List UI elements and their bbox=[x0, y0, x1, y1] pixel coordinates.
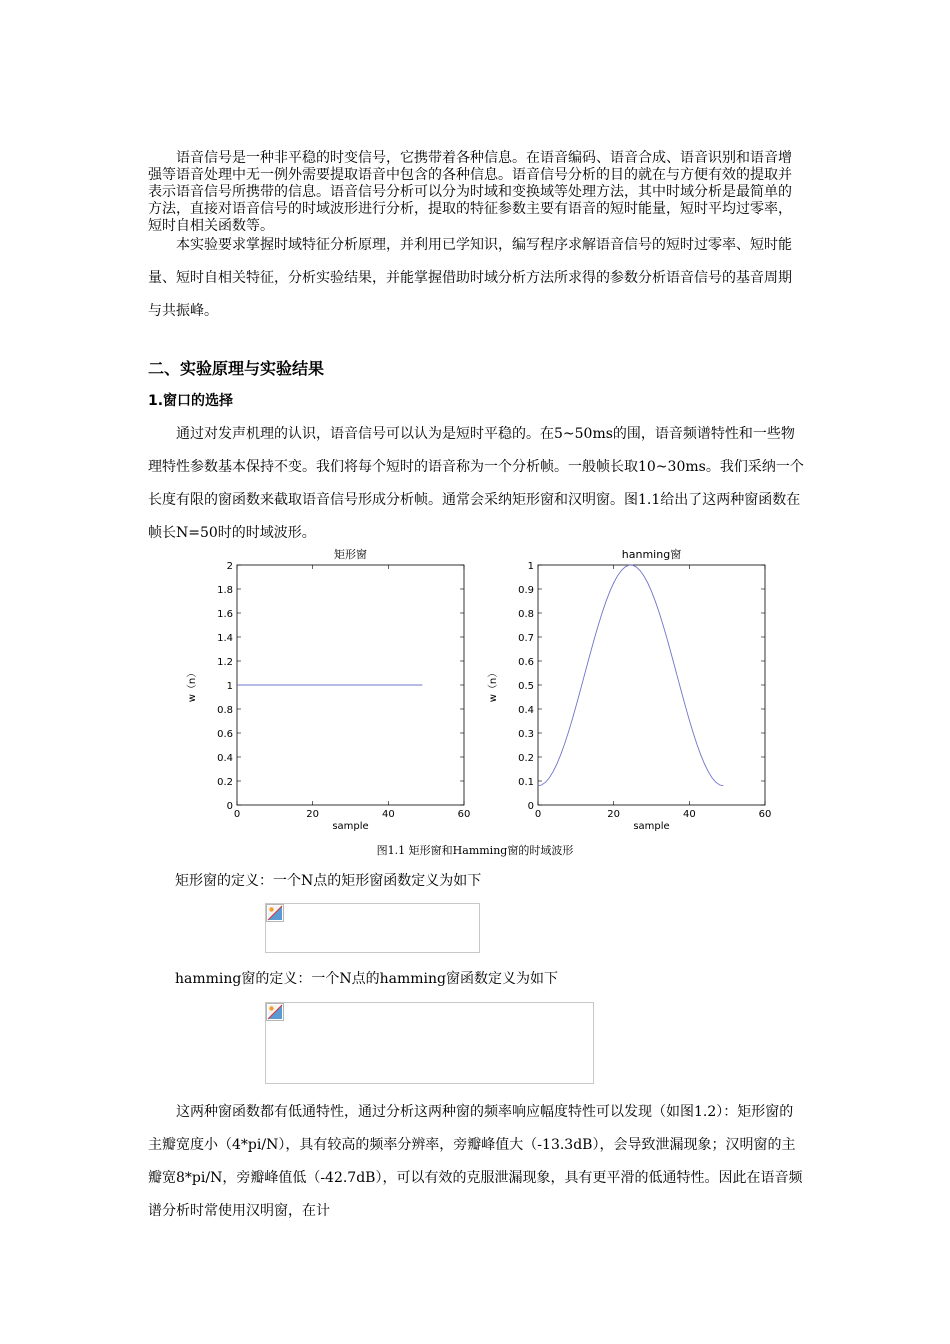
y-tick-label: 0.4 bbox=[518, 705, 534, 716]
figure-caption: 图1.1 矩形窗和Hamming窗的时域波形 bbox=[376, 844, 574, 857]
broken-image-icon bbox=[266, 1003, 284, 1021]
y-tick-label: 1.6 bbox=[217, 609, 233, 620]
y-tick-label: 2 bbox=[226, 561, 233, 572]
y-tick-label: 1.2 bbox=[217, 657, 233, 668]
intro-paragraph-2: 本实验要求掌握时域特征分析原理，并利用已学知识，编写程序求解语音信号的短时过零率、短时能量、短时自相关特征，分析实验结果，并能掌握借助时域分析方法所求得的参数分析语音信号的基音周期与共振峰。 bbox=[148, 237, 792, 319]
y-tick-label: 0 bbox=[527, 801, 534, 812]
y-tick-label: 0.8 bbox=[217, 705, 233, 716]
plot-title: hanming窗 bbox=[621, 548, 682, 561]
hamming-definition: hamming窗的定义：一个N点的hamming窗函数定义为如下 bbox=[175, 971, 558, 987]
y-tick-label: 0.6 bbox=[518, 657, 534, 668]
y-tick-label: 0.6 bbox=[217, 729, 233, 740]
series-line bbox=[538, 565, 723, 786]
y-tick-label: 0 bbox=[226, 801, 233, 812]
figure-1-1 bbox=[180, 540, 790, 840]
plot-frame bbox=[538, 565, 765, 805]
y-tick-label: 0.8 bbox=[518, 609, 534, 620]
x-tick-label: 40 bbox=[381, 809, 395, 820]
hamming-formula-image bbox=[265, 1002, 594, 1084]
y-tick-label: 1 bbox=[226, 681, 233, 692]
subsection-heading: 1.窗口的选择 bbox=[148, 393, 234, 409]
x-tick-label: 60 bbox=[457, 809, 471, 820]
y-tick-label: 0.3 bbox=[518, 729, 534, 740]
x-tick-label: 20 bbox=[607, 809, 621, 820]
y-tick-label: 0.4 bbox=[217, 753, 233, 764]
y-tick-label: 0.2 bbox=[518, 753, 534, 764]
intro-paragraph-1: 语音信号是一种非平稳的时变信号，它携带着各种信息。在语音编码、语音合成、语音识别和语音增强等语音处理中无一例外需要提取语音中包含的各种信息。语音信号分析的目的就在与方便有效的提取并表示语音信号所携带的信息。语音信号分析可以分为时域和变换域等处理方法，其中时域分析是最简单的方法，直接对语音信号的时域波形进行分析，提取的特征参数主要有语音的短时能量，短时平均过零率，短时自相关函数等。 bbox=[148, 150, 792, 234]
section-heading: 二、实验原理与实验结果 bbox=[148, 359, 325, 378]
y-tick-label: 0.9 bbox=[518, 585, 534, 596]
lowpass-paragraph: 这两种窗函数都有低通特性，通过分析这两种窗的频率响应幅度特性可以发现（如图1.2）：矩形窗的主瓣宽度小（4*pi/N），具有较高的频率分辨率，旁瓣峰值大（-13.3dB），会导致泄漏现象；汉明窗的主瓣宽8*pi/N，旁瓣峰值低（-42.7dB），可以有效的克服泄漏现象，具有更平滑的低通特性。因此在语音频谱分析时常使用汉明窗，在计 bbox=[148, 1104, 803, 1219]
x-axis-label: sample bbox=[633, 821, 670, 832]
x-tick-label: 60 bbox=[758, 809, 772, 820]
y-tick-label: 0.1 bbox=[518, 777, 534, 788]
y-tick-label: 0.7 bbox=[518, 633, 534, 644]
x-tick-label: 0 bbox=[534, 809, 542, 820]
y-tick-label: 1.8 bbox=[217, 585, 233, 596]
x-tick-label: 20 bbox=[306, 809, 320, 820]
x-axis-label: sample bbox=[332, 821, 369, 832]
y-axis-label: w（n） bbox=[488, 667, 499, 703]
rect-definition: 矩形窗的定义：一个N点的矩形窗函数定义为如下 bbox=[175, 873, 482, 889]
y-axis-label: w（n） bbox=[187, 667, 198, 703]
broken-image-icon bbox=[266, 904, 284, 922]
plot-title: 矩形窗 bbox=[334, 548, 367, 561]
y-tick-label: 1.4 bbox=[217, 633, 233, 644]
x-tick-label: 0 bbox=[233, 809, 241, 820]
x-tick-label: 40 bbox=[682, 809, 696, 820]
y-tick-label: 1 bbox=[527, 561, 534, 572]
y-tick-label: 0.5 bbox=[518, 681, 534, 692]
window-paragraph: 通过对发声机理的认识，语音信号可以认为是短时平稳的。在5~50ms的围，语音频谱特性和一些物理特性参数基本保持不变。我们将每个短时的语音称为一个分析帧。一般帧长取10~30ms。我们采纳一个长度有限的窗函数来截取语音信号形成分析帧。通常会采纳矩形窗和汉明窗。图1.1给出了这两种窗函数在帧长N=50时的时域波形。 bbox=[148, 426, 804, 541]
y-tick-label: 0.2 bbox=[217, 777, 233, 788]
rect-formula-image bbox=[265, 903, 480, 953]
